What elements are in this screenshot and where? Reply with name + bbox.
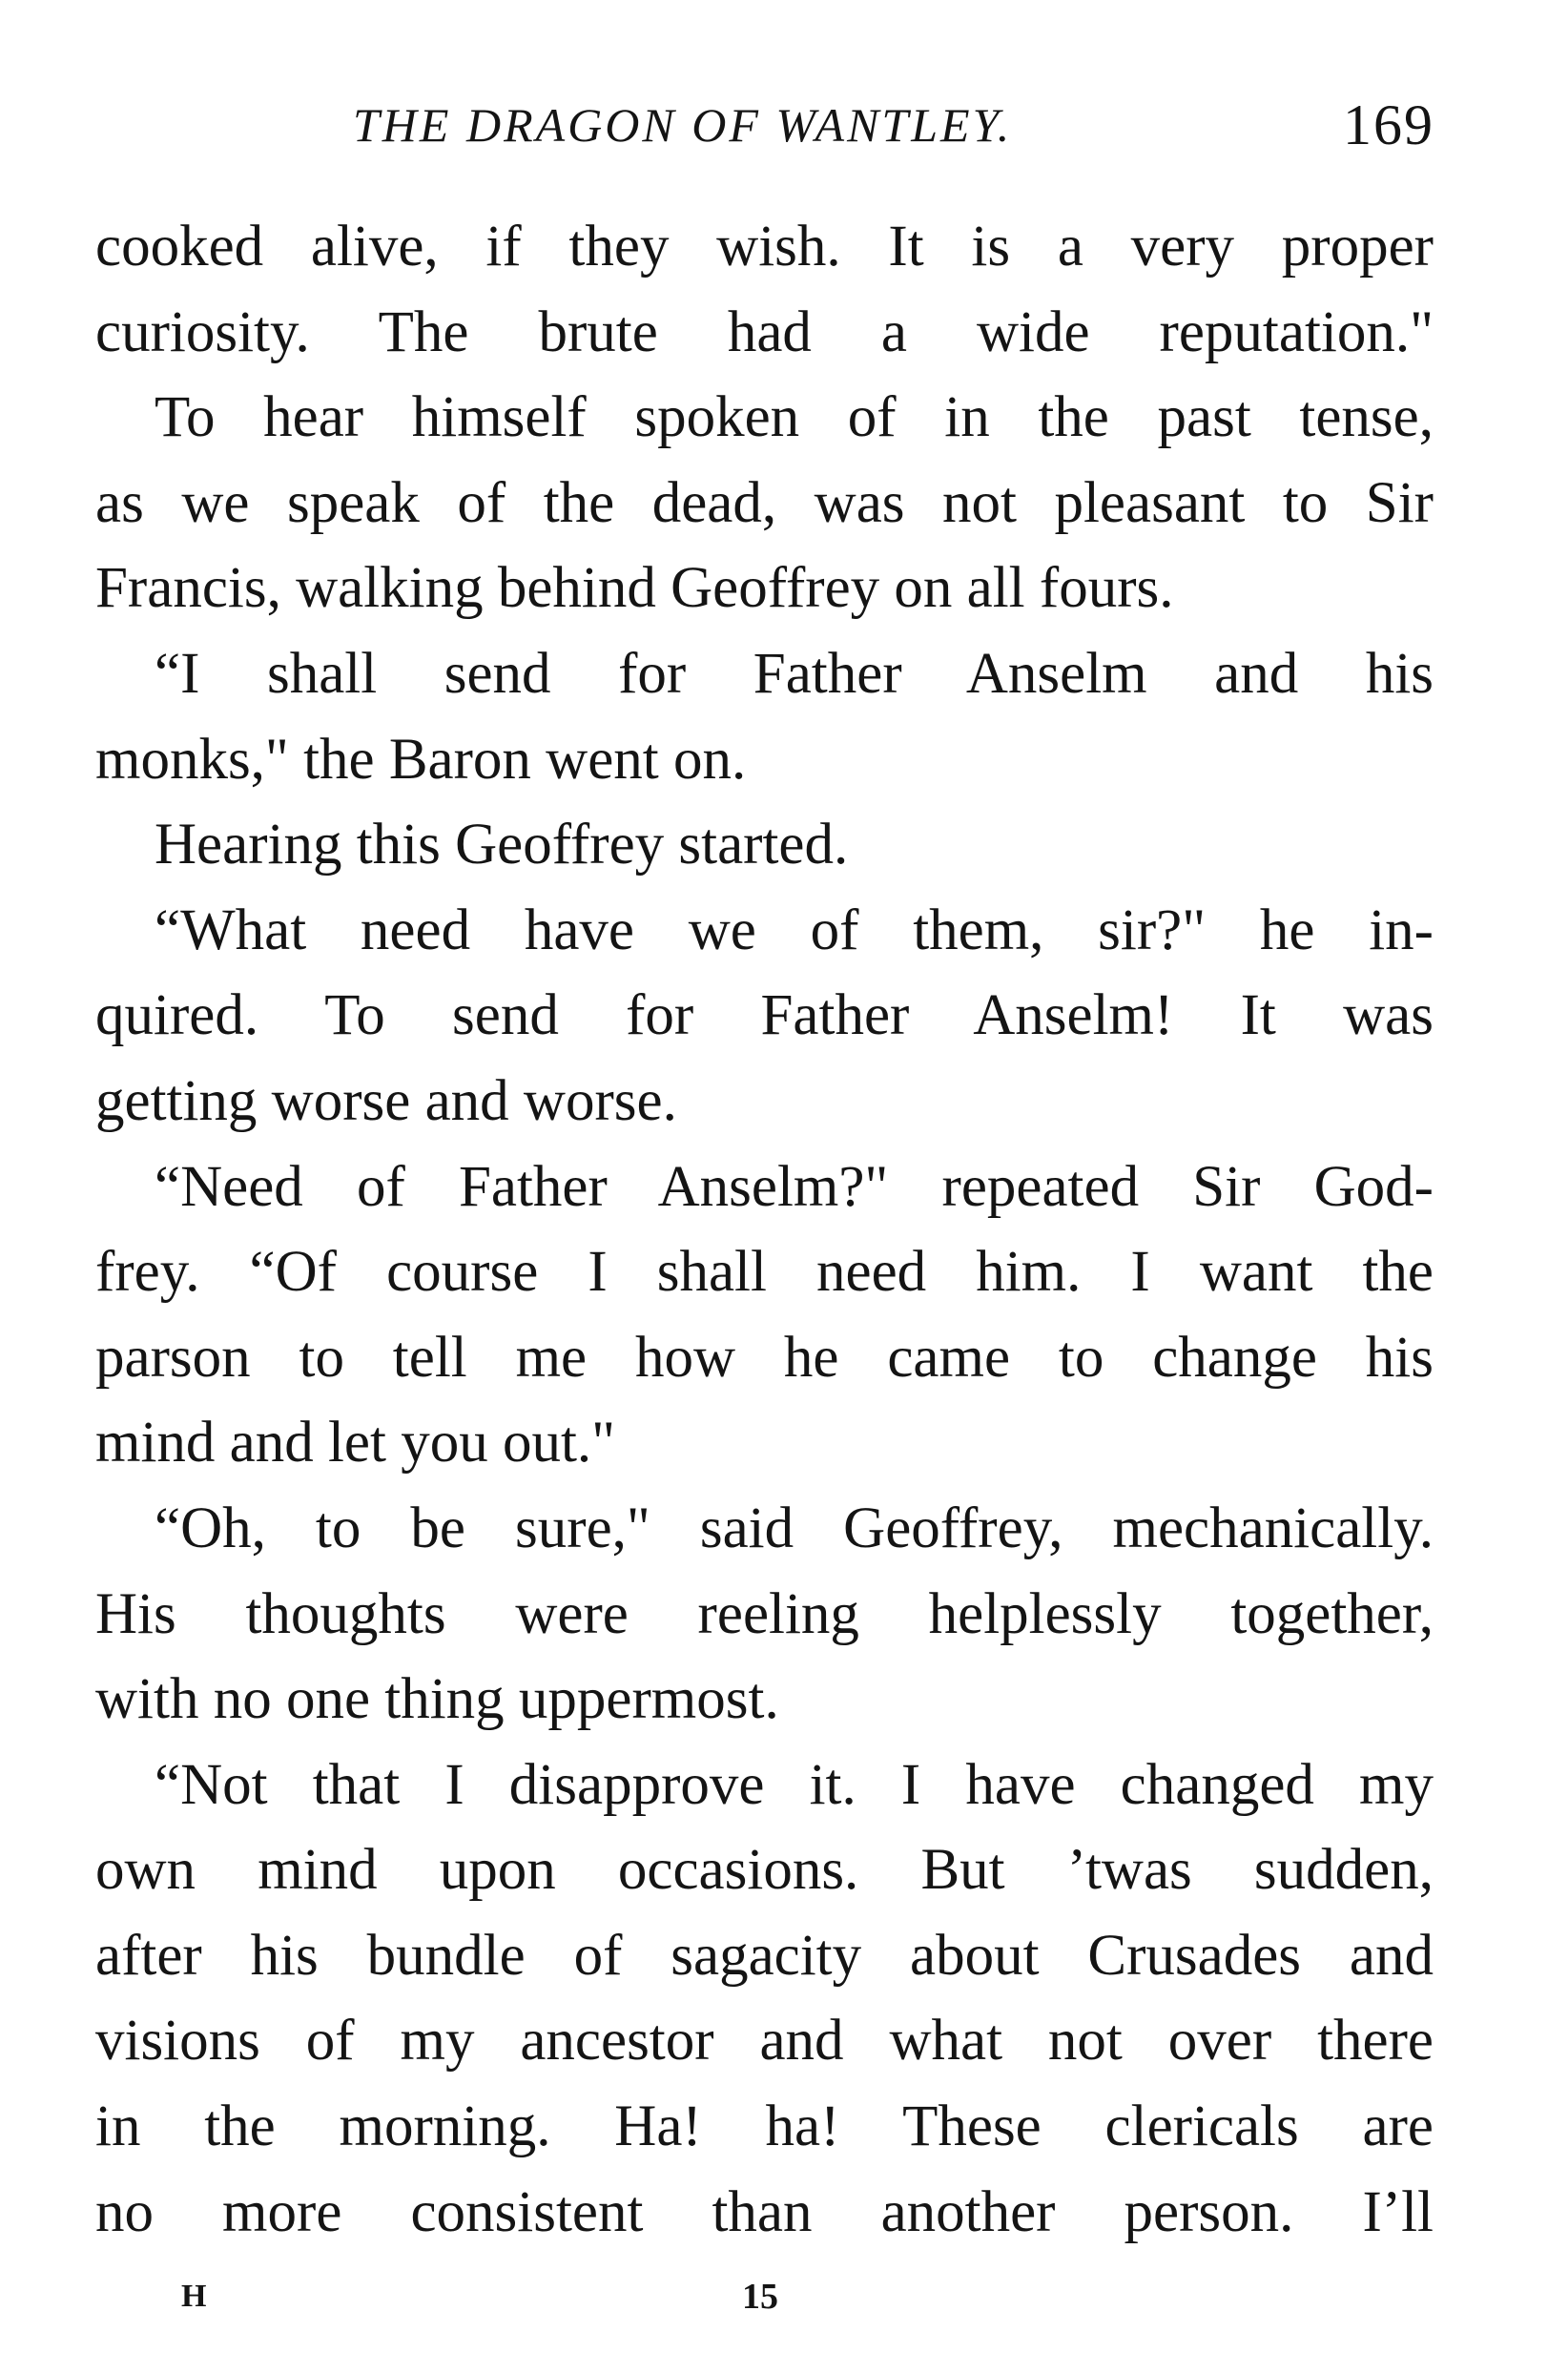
text-line: visions of my ancestor and what not over there bbox=[95, 2009, 1434, 2074]
page-number: 169 bbox=[1343, 93, 1434, 156]
body-text bbox=[95, 204, 1434, 2255]
text-line: own mind upon occasions. But ’twas sudden, bbox=[95, 1838, 1434, 1903]
text-line: mind and let you out." bbox=[95, 1411, 616, 1475]
text-line: monks," the Baron went on. bbox=[95, 727, 747, 792]
page-footer bbox=[0, 2268, 1568, 2325]
text-line: “Not that I disapprove it. I have changed my bbox=[155, 1752, 1434, 1817]
text-line: in the morning. Ha! ha! These clericals are bbox=[95, 2094, 1434, 2159]
text-line: after his bundle of sagacity about Crusades and bbox=[95, 1923, 1434, 1988]
text-line: His thoughts were reeling helplessly together, bbox=[95, 1581, 1434, 1646]
text-line: frey. “Of course I shall need him. I want the bbox=[95, 1240, 1434, 1305]
text-line: “What need have we of them, sir?" he in- bbox=[155, 898, 1434, 962]
text-line: getting worse and worse. bbox=[95, 1068, 677, 1133]
text-line: “Oh, to be sure," said Geoffrey, mechanically. bbox=[155, 1496, 1434, 1560]
text-line: quired. To send for Father Anselm! It was bbox=[95, 983, 1434, 1048]
text-line: no more consistent than another person. I’ll bbox=[95, 2179, 1434, 2244]
running-title: THE DRAGON OF WANTLEY. bbox=[353, 98, 1013, 152]
gathering-number: 15 bbox=[742, 2277, 778, 2317]
text-line: cooked alive, if they wish. It is a very proper bbox=[95, 215, 1434, 279]
text-line: “I shall send for Father Anselm and his bbox=[155, 641, 1434, 706]
text-line: with no one thing uppermost. bbox=[95, 1667, 779, 1732]
text-line: Hearing this Geoffrey started. bbox=[155, 813, 849, 877]
text-line: To hear himself spoken of in the past tense, bbox=[155, 385, 1434, 450]
text-line: curiosity. The brute had a wide reputation." bbox=[95, 299, 1434, 364]
running-head bbox=[95, 92, 1434, 158]
text-line: Francis, walking behind Geoffrey on all fours. bbox=[95, 556, 1174, 621]
text-line: “Need of Father Anselm?" repeated Sir God- bbox=[155, 1154, 1434, 1219]
signature-mark: H bbox=[181, 2279, 207, 2314]
text-line: as we speak of the dead, was not pleasant to Sir bbox=[95, 470, 1434, 535]
text-line: parson to tell me how he came to change his bbox=[95, 1325, 1434, 1390]
